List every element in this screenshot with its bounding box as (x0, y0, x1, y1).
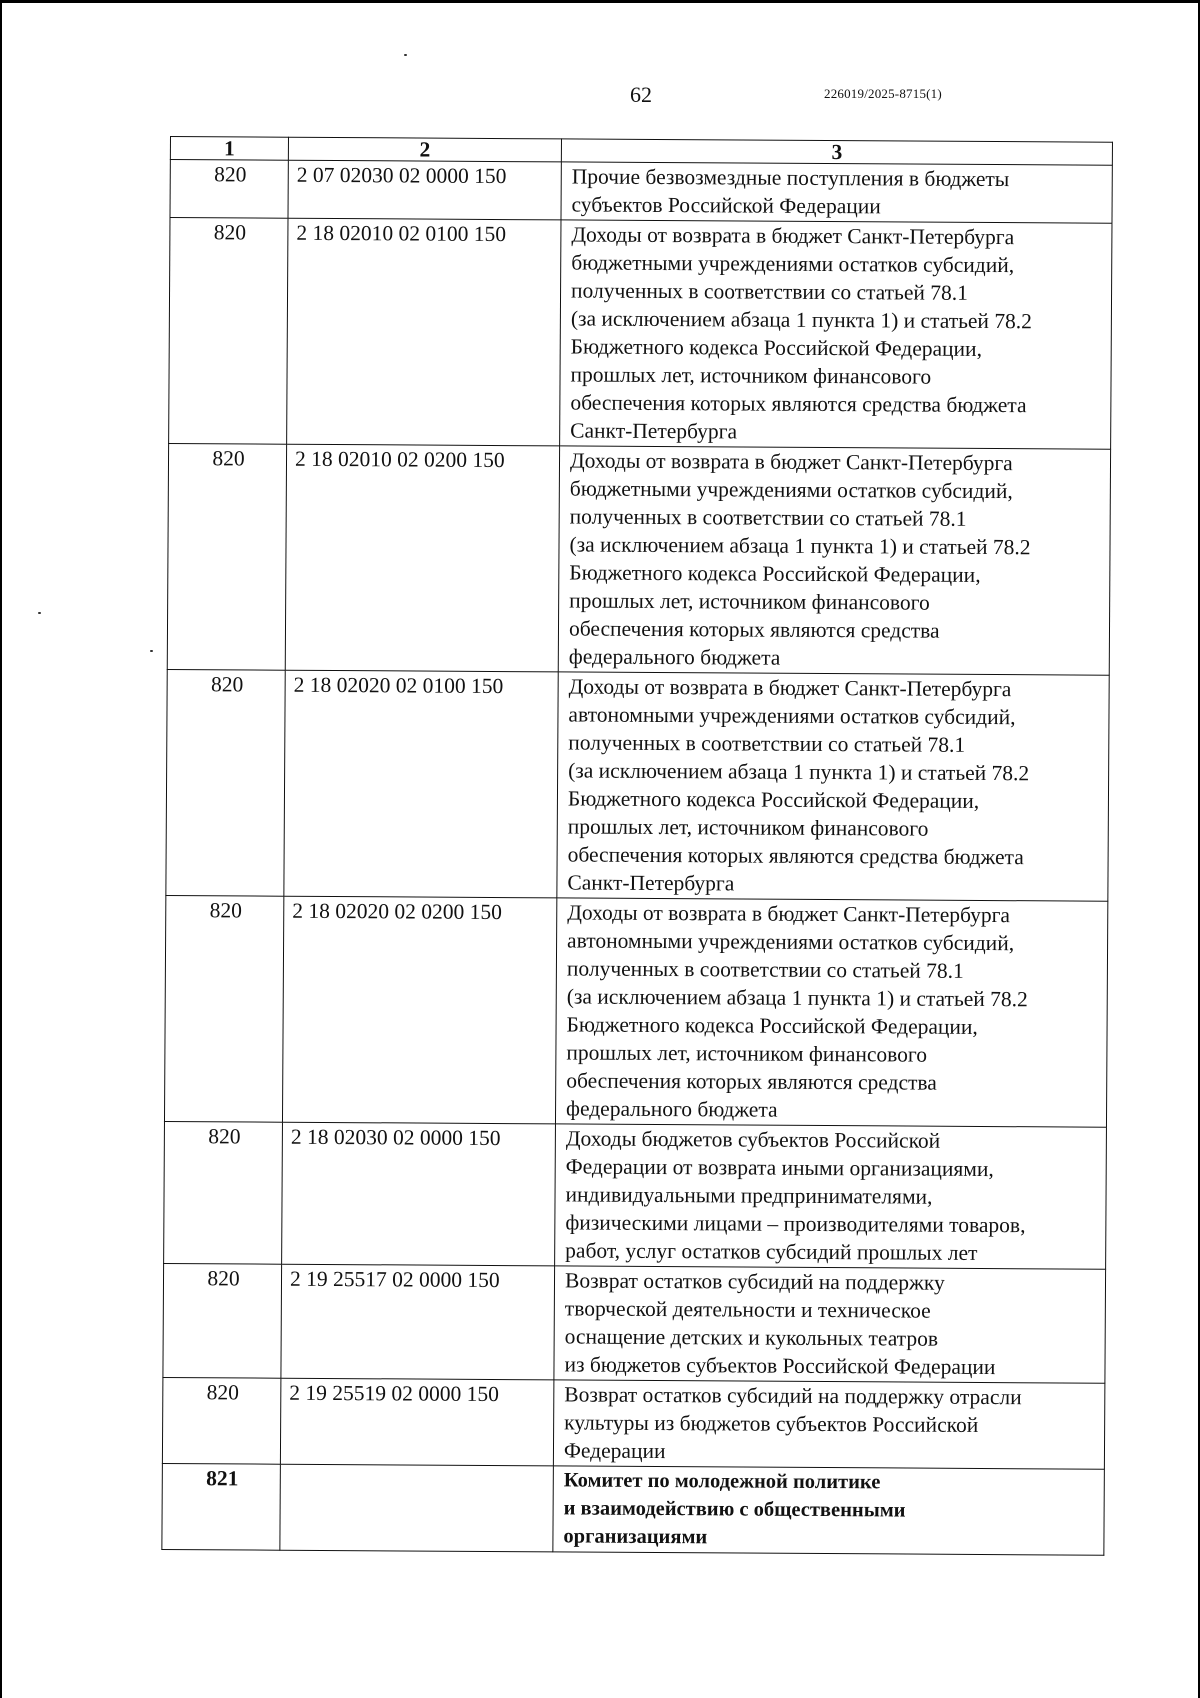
cell-admin-code: 820 (164, 895, 283, 1122)
cell-admin-code: 820 (163, 1263, 282, 1378)
table-row (166, 669, 1109, 901)
document-reference: 226019/2025-8715(1) (824, 86, 942, 101)
cell-description: Возврат остатков субсидий на поддержку творческой деятельности и техническое оснащение детских и кукольных театров из бюджетов субъектов Российской Федерации (554, 1266, 1106, 1383)
cell-description: Доходы от возврата в бюджет Санкт-Петербурга автономными учреждениями остатков субсидий, полученных в соответствии со статьей 78.1 (за исключением абзаца 1 пункта 1) и статьей 78.2 Бюджетного кодекса Российской Федерации, прошлых лет, источником финансового обеспечения которых являются средства бюджета Санкт-Петербурга (557, 672, 1109, 901)
header-cell-col3: 3 (561, 139, 1112, 165)
cell-description: Возврат остатков субсидий на поддержку отрасли культуры из бюджетов субъектов Российской Федерации (553, 1380, 1105, 1469)
cell-income-code: 2 18 02030 02 0000 150 (282, 1122, 556, 1266)
cell-description: Комитет по молодежной политике и взаимодействию с общественными организациями (553, 1466, 1105, 1555)
cell-description: Доходы от возврата в бюджет Санкт-Петербурга автономными учреждениями остатков субсидий, полученных в соответствии со статьей 78.1 (за исключением абзаца 1 пункта 1) и статьей 78.2 Бюджетного кодекса Российской Федерации, прошлых лет, источником финансового обеспечения которых являются средства федерального бюджета (555, 898, 1107, 1127)
scan-speck (404, 54, 407, 56)
header-cell-col2: 2 (288, 137, 561, 162)
cell-income-code: 2 19 25519 02 0000 150 (280, 1378, 554, 1466)
cell-description: Прочие безвозмездные поступления в бюджеты субъектов Российской Федерации (561, 162, 1112, 223)
table-body (162, 137, 1113, 1556)
cell-income-code: 2 18 02020 02 0100 150 (284, 670, 558, 898)
cell-income-code: 2 18 02010 02 0100 150 (287, 218, 561, 446)
cell-income-code: 2 18 02010 02 0200 150 (285, 444, 559, 672)
cell-income-code: 2 19 25517 02 0000 150 (281, 1264, 555, 1380)
cell-admin-code: 820 (167, 443, 286, 670)
scan-speck (38, 612, 41, 614)
cell-description: Доходы от возврата в бюджет Санкт-Петербурга бюджетными учреждениями остатков субсидий, полученных в соответствии со статьей 78.1 (за исключением абзаца 1 пункта 1) и статьей 78.2 Бюджетного кодекса Российской Федерации, прошлых лет, источником финансового обеспечения которых являются средства бюджета Санкт-Петербурга (560, 220, 1112, 449)
cell-admin-code: 821 (162, 1463, 281, 1550)
cell-admin-code: 820 (169, 218, 288, 445)
header-cell-col1: 1 (170, 137, 288, 161)
cell-admin-code: 820 (164, 1121, 283, 1264)
table-row (167, 443, 1110, 675)
table-row (170, 160, 1112, 224)
table-row (164, 895, 1107, 1127)
income-codes-table (161, 136, 1113, 1556)
cell-admin-code: 820 (170, 160, 288, 219)
cell-admin-code: 820 (162, 1377, 281, 1464)
cell-income-code: 2 07 02030 02 0000 150 (288, 160, 561, 220)
cell-description: Доходы бюджетов субъектов Российской Федерации от возврата иными организациями, индивидуальными предпринимателями, физическими лицами – производителями товаров, работ, услуг остатков субсидий прошлых лет (555, 1124, 1107, 1269)
table-row-organization (162, 1463, 1105, 1555)
scan-speck (150, 650, 153, 652)
cell-description: Доходы от возврата в бюджет Санкт-Петербурга бюджетными учреждениями остатков субсидий, полученных в соответствии со статьей 78.1 (за исключением абзаца 1 пункта 1) и статьей 78.2 Бюджетного кодекса Российской Федерации, прошлых лет, источником финансового обеспечения которых являются средства федерального бюджета (558, 446, 1110, 675)
table-row (169, 218, 1112, 450)
table-row (162, 1377, 1105, 1469)
cell-income-code: 2 18 02020 02 0200 150 (282, 896, 556, 1124)
page-number: 62 (630, 82, 652, 107)
table-row (163, 1263, 1106, 1383)
table-row (164, 1121, 1107, 1269)
cell-income-code (280, 1464, 554, 1552)
cell-admin-code: 820 (166, 669, 285, 896)
